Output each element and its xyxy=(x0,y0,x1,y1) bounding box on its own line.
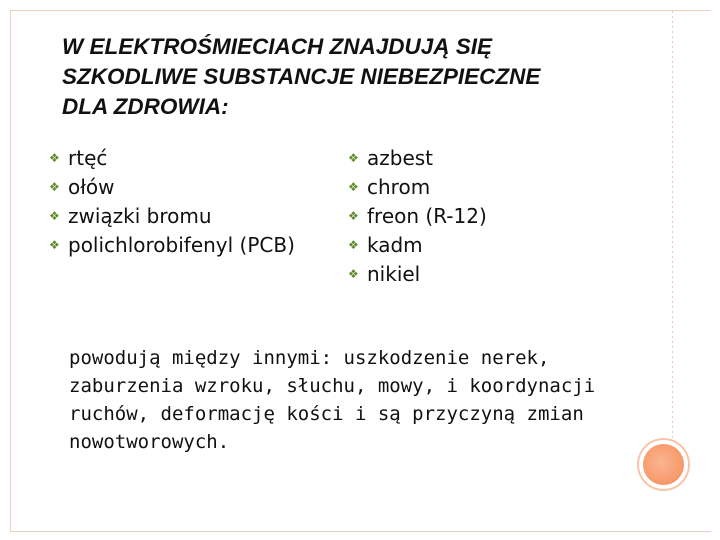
bullet-icon: ❖ xyxy=(348,209,359,223)
list-item xyxy=(348,144,487,173)
title-line: W ELEKTROŚMIECIACH ZNAJDUJĄ SIĘ xyxy=(62,34,493,59)
title-line: SZKODLIWE SUBSTANCJE NIEBEZPIECZNE xyxy=(62,64,541,89)
bullet-icon: ❖ xyxy=(49,238,60,252)
dotted-divider xyxy=(672,11,673,461)
decorative-circle xyxy=(643,444,684,485)
title-line: DLA ZDROWIA: xyxy=(62,94,229,119)
bullet-icon: ❖ xyxy=(49,180,60,194)
paragraph-line: zaburzenia wzroku, słuchu, mowy, i koordynacji xyxy=(69,375,596,397)
list-item xyxy=(49,173,295,202)
bullet-icon: ❖ xyxy=(49,209,60,223)
item-label: rtęć xyxy=(68,146,108,170)
item-label: freon (R-12) xyxy=(367,204,487,228)
list-item xyxy=(49,202,295,231)
paragraph-line: nowotworowych. xyxy=(69,431,230,453)
paragraph-line: powodują między innymi: uszkodzenie nerek, xyxy=(69,347,550,369)
paragraph-line: ruchów, deformację kości i są przyczyną zmian xyxy=(69,403,584,425)
slide-title xyxy=(62,32,662,122)
list-item xyxy=(348,260,487,289)
item-label: kadm xyxy=(367,233,423,257)
bullet-icon: ❖ xyxy=(348,180,359,194)
list-item xyxy=(49,231,295,260)
list-item xyxy=(49,144,295,173)
left-substance-list xyxy=(49,144,295,260)
list-item xyxy=(348,173,487,202)
bullet-icon: ❖ xyxy=(348,267,359,281)
item-label: azbest xyxy=(367,146,434,170)
list-item xyxy=(348,202,487,231)
right-substance-list xyxy=(348,144,487,289)
bullet-icon: ❖ xyxy=(49,151,60,165)
item-label: nikiel xyxy=(367,262,421,286)
bullet-icon: ❖ xyxy=(348,238,359,252)
bullet-icon: ❖ xyxy=(348,151,359,165)
effects-paragraph xyxy=(69,344,629,456)
list-item xyxy=(348,231,487,260)
item-label: związki bromu xyxy=(68,204,212,228)
item-label: chrom xyxy=(367,175,431,199)
item-label: polichlorobifenyl (PCB) xyxy=(68,233,295,257)
item-label: ołów xyxy=(68,175,115,199)
